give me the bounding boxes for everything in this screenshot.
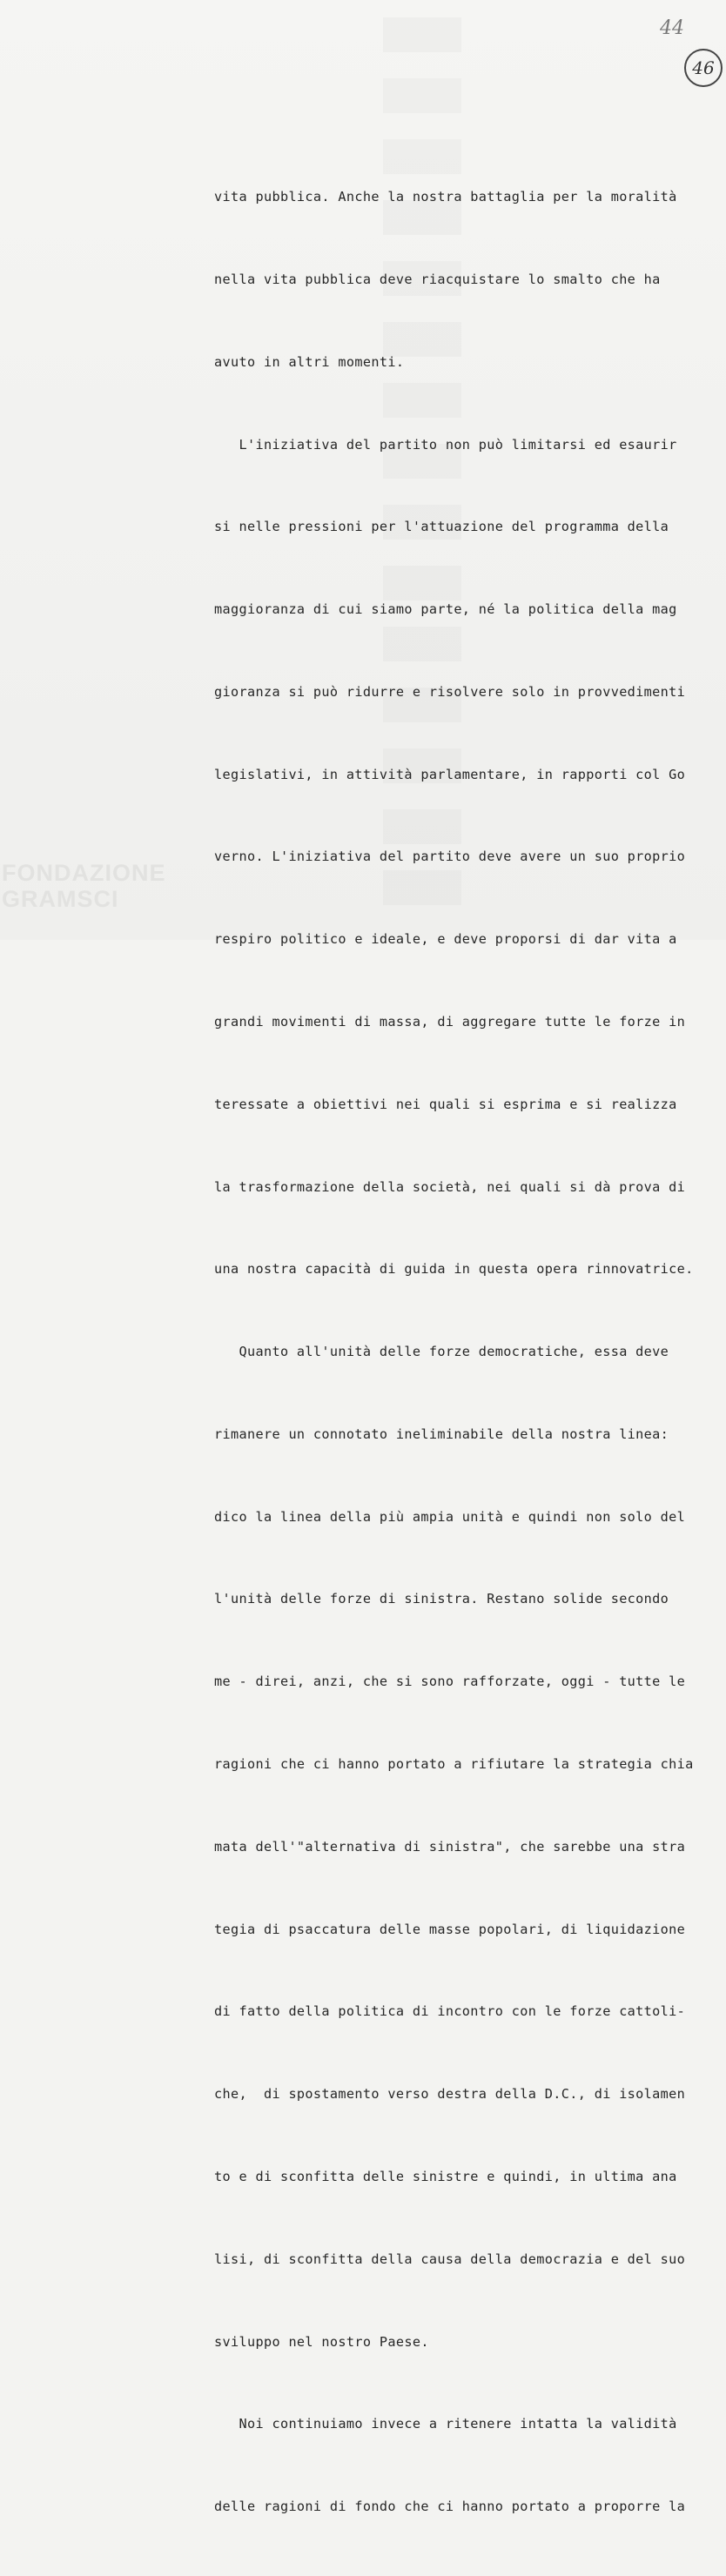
text-line: verno. L'iniziativa del partito deve avere un suo proprio [214,849,686,865]
text-line: si nelle pressioni per l'attuazione del programma della [214,519,669,535]
text-line: Quanto all'unità delle forze democratiche, essa deve [214,1344,669,1360]
text-line: Noi continuiamo invece a ritenere intatta la validità [214,2416,677,2432]
text-line: mata dell'"alternativa di sinistra", che sarebbe una stra [214,1838,686,1855]
text-line: respiro politico e ideale, e deve proporsi di dar vita a [214,931,677,948]
text-line: la trasformazione della società, nei quali si dà prova di [214,1178,686,1195]
watermark-line-2: GRAMSCI [2,886,119,912]
text-line: dico la linea della più ampia unità e quindi non solo del [214,1508,686,1525]
text-line: legislativi, in attività parlamentare, in rapporti col Go [214,766,686,782]
watermark-line-1: FONDAZIONE [2,860,166,886]
text-line: l'unità delle forze di sinistra. Restano solide secondo [214,1591,669,1607]
text-line: che, di spostamento verso destra della D.C., di isolamen [214,2086,686,2103]
text-line: L'iniziativa del partito non può limitarsi ed esaurir [214,436,677,453]
text-line: una nostra capacità di guida in questa opera rinnovatrice. [214,1261,694,1278]
text-line: to e di sconfitta delle sinistre e quindi, in ultima ana [214,2168,677,2184]
text-line: maggioranza di cui siamo parte, né la politica della mag [214,601,677,618]
text-line: gioranza si può ridurre e risolvere solo in provvedimenti [214,683,686,700]
text-line: sviluppo nel nostro Paese. [214,2333,429,2350]
text-line: delle ragioni di fondo che ci hanno portato a proporre la [214,2499,686,2515]
fondazione-watermark [2,860,166,912]
text-line: me - direi, anzi, che si sono rafforzate, oggi - tutte le [214,1674,686,1690]
text-line: teressate a obiettivi nei quali si esprima e si realizza [214,1096,677,1112]
circled-page-number: 46 [684,49,723,87]
text-line: rimanere un connotato ineliminabile della nostra linea: [214,1426,669,1442]
text-line: grandi movimenti di massa, di aggregare tutte le forze in [214,1014,686,1030]
text-line: nella vita pubblica deve riacquistare lo smalto che ha [214,271,661,287]
text-line: ragioni che ci hanno portato a rifiutare la strategia chia [214,1756,694,1773]
text-line: avuto in altri momenti. [214,353,405,370]
text-line: lisi, di sconfitta della causa della democrazia e del suo [214,2251,686,2267]
handwritten-page-number: 44 [660,17,684,39]
text-line: di fatto della politica di incontro con le forze cattoli- [214,2003,686,2020]
text-line: vita pubblica. Anche la nostra battaglia per la moralità [214,189,677,205]
typewritten-body [214,129,719,2576]
text-line: tegia di psaccatura delle masse popolari, di liquidazione [214,1921,686,1937]
